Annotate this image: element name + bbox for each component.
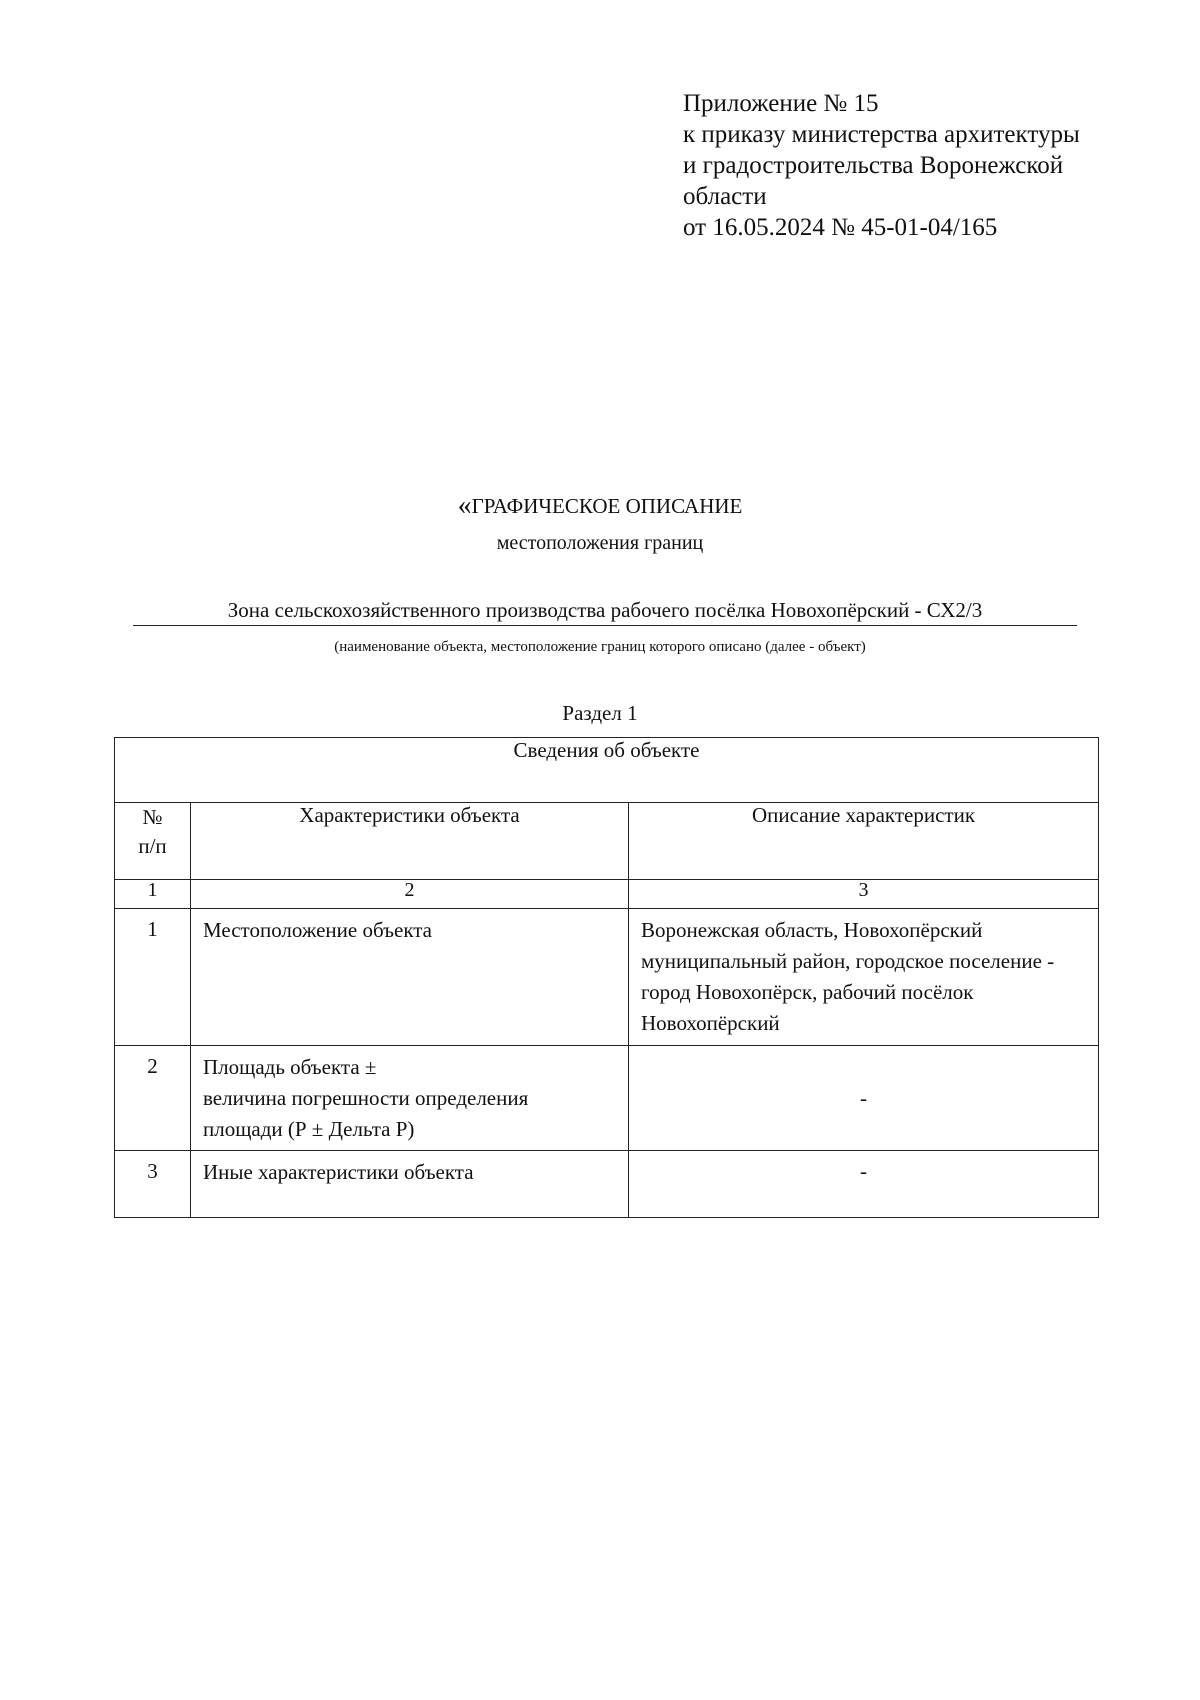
row-characteristic-line: площади (Р ± Дельта Р) (203, 1117, 415, 1141)
table-caption: Сведения об объекте (115, 738, 1099, 803)
row-number: 3 (115, 1151, 191, 1218)
row-number: 1 (115, 909, 191, 1046)
table-index-row (115, 880, 1099, 909)
table-row (115, 909, 1099, 1046)
appendix-order-line: к приказу министерства архитектуры (683, 121, 1080, 148)
title-quote-mark: « (457, 490, 472, 521)
row-characteristic (191, 1046, 629, 1151)
object-name-caption: (наименование объекта, местоположение границ которого описано (далее - объект) (334, 639, 866, 655)
title-text: ГРАФИЧЕСКОЕ ОПИСАНИЕ (471, 494, 743, 518)
appendix-ministry-line: и градостроительства Воронежской (683, 152, 1064, 179)
table-row (115, 1046, 1099, 1151)
table-header-row (115, 803, 1099, 880)
object-name: Зона сельскохозяйственного производства рабочего посёлка Новохопёрский - СХ2/3 (133, 598, 1077, 626)
header-number-abbr: п/п (138, 834, 167, 858)
header-description: Описание характеристик (629, 803, 1099, 880)
table-caption-row (115, 738, 1099, 803)
document-subtitle: местоположения границ (496, 532, 704, 554)
row-description: Воронежская область, Новохопёрский муниципальный район, городское поселение - город Новохопёрск, рабочий посёлок Новохопёрский (629, 909, 1099, 1046)
row-characteristic-line: величина погрешности определения (203, 1086, 529, 1110)
document-title (0, 490, 1200, 522)
row-characteristic: Местоположение объекта (191, 909, 629, 1046)
index-cell-3: 3 (629, 880, 1099, 909)
header-number (115, 803, 191, 880)
appendix-header (683, 88, 1163, 243)
header-number-sign: № (142, 805, 163, 829)
index-cell-1: 1 (115, 880, 191, 909)
section-label: Раздел 1 (562, 701, 638, 725)
row-characteristic: Иные характеристики объекта (191, 1151, 629, 1218)
table-row (115, 1151, 1099, 1218)
row-number: 2 (115, 1046, 191, 1151)
appendix-number: Приложение № 15 (683, 90, 879, 117)
index-cell-2: 2 (191, 880, 629, 909)
row-description: - (629, 1046, 1099, 1151)
object-info-table (114, 737, 1099, 1218)
row-characteristic-line: Площадь объекта ± (203, 1055, 377, 1079)
row-description: - (629, 1151, 1099, 1218)
appendix-region-line: области (683, 183, 767, 210)
appendix-date-line: от 16.05.2024 № 45-01-04/165 (683, 214, 998, 241)
header-characteristics: Характеристики объекта (191, 803, 629, 880)
